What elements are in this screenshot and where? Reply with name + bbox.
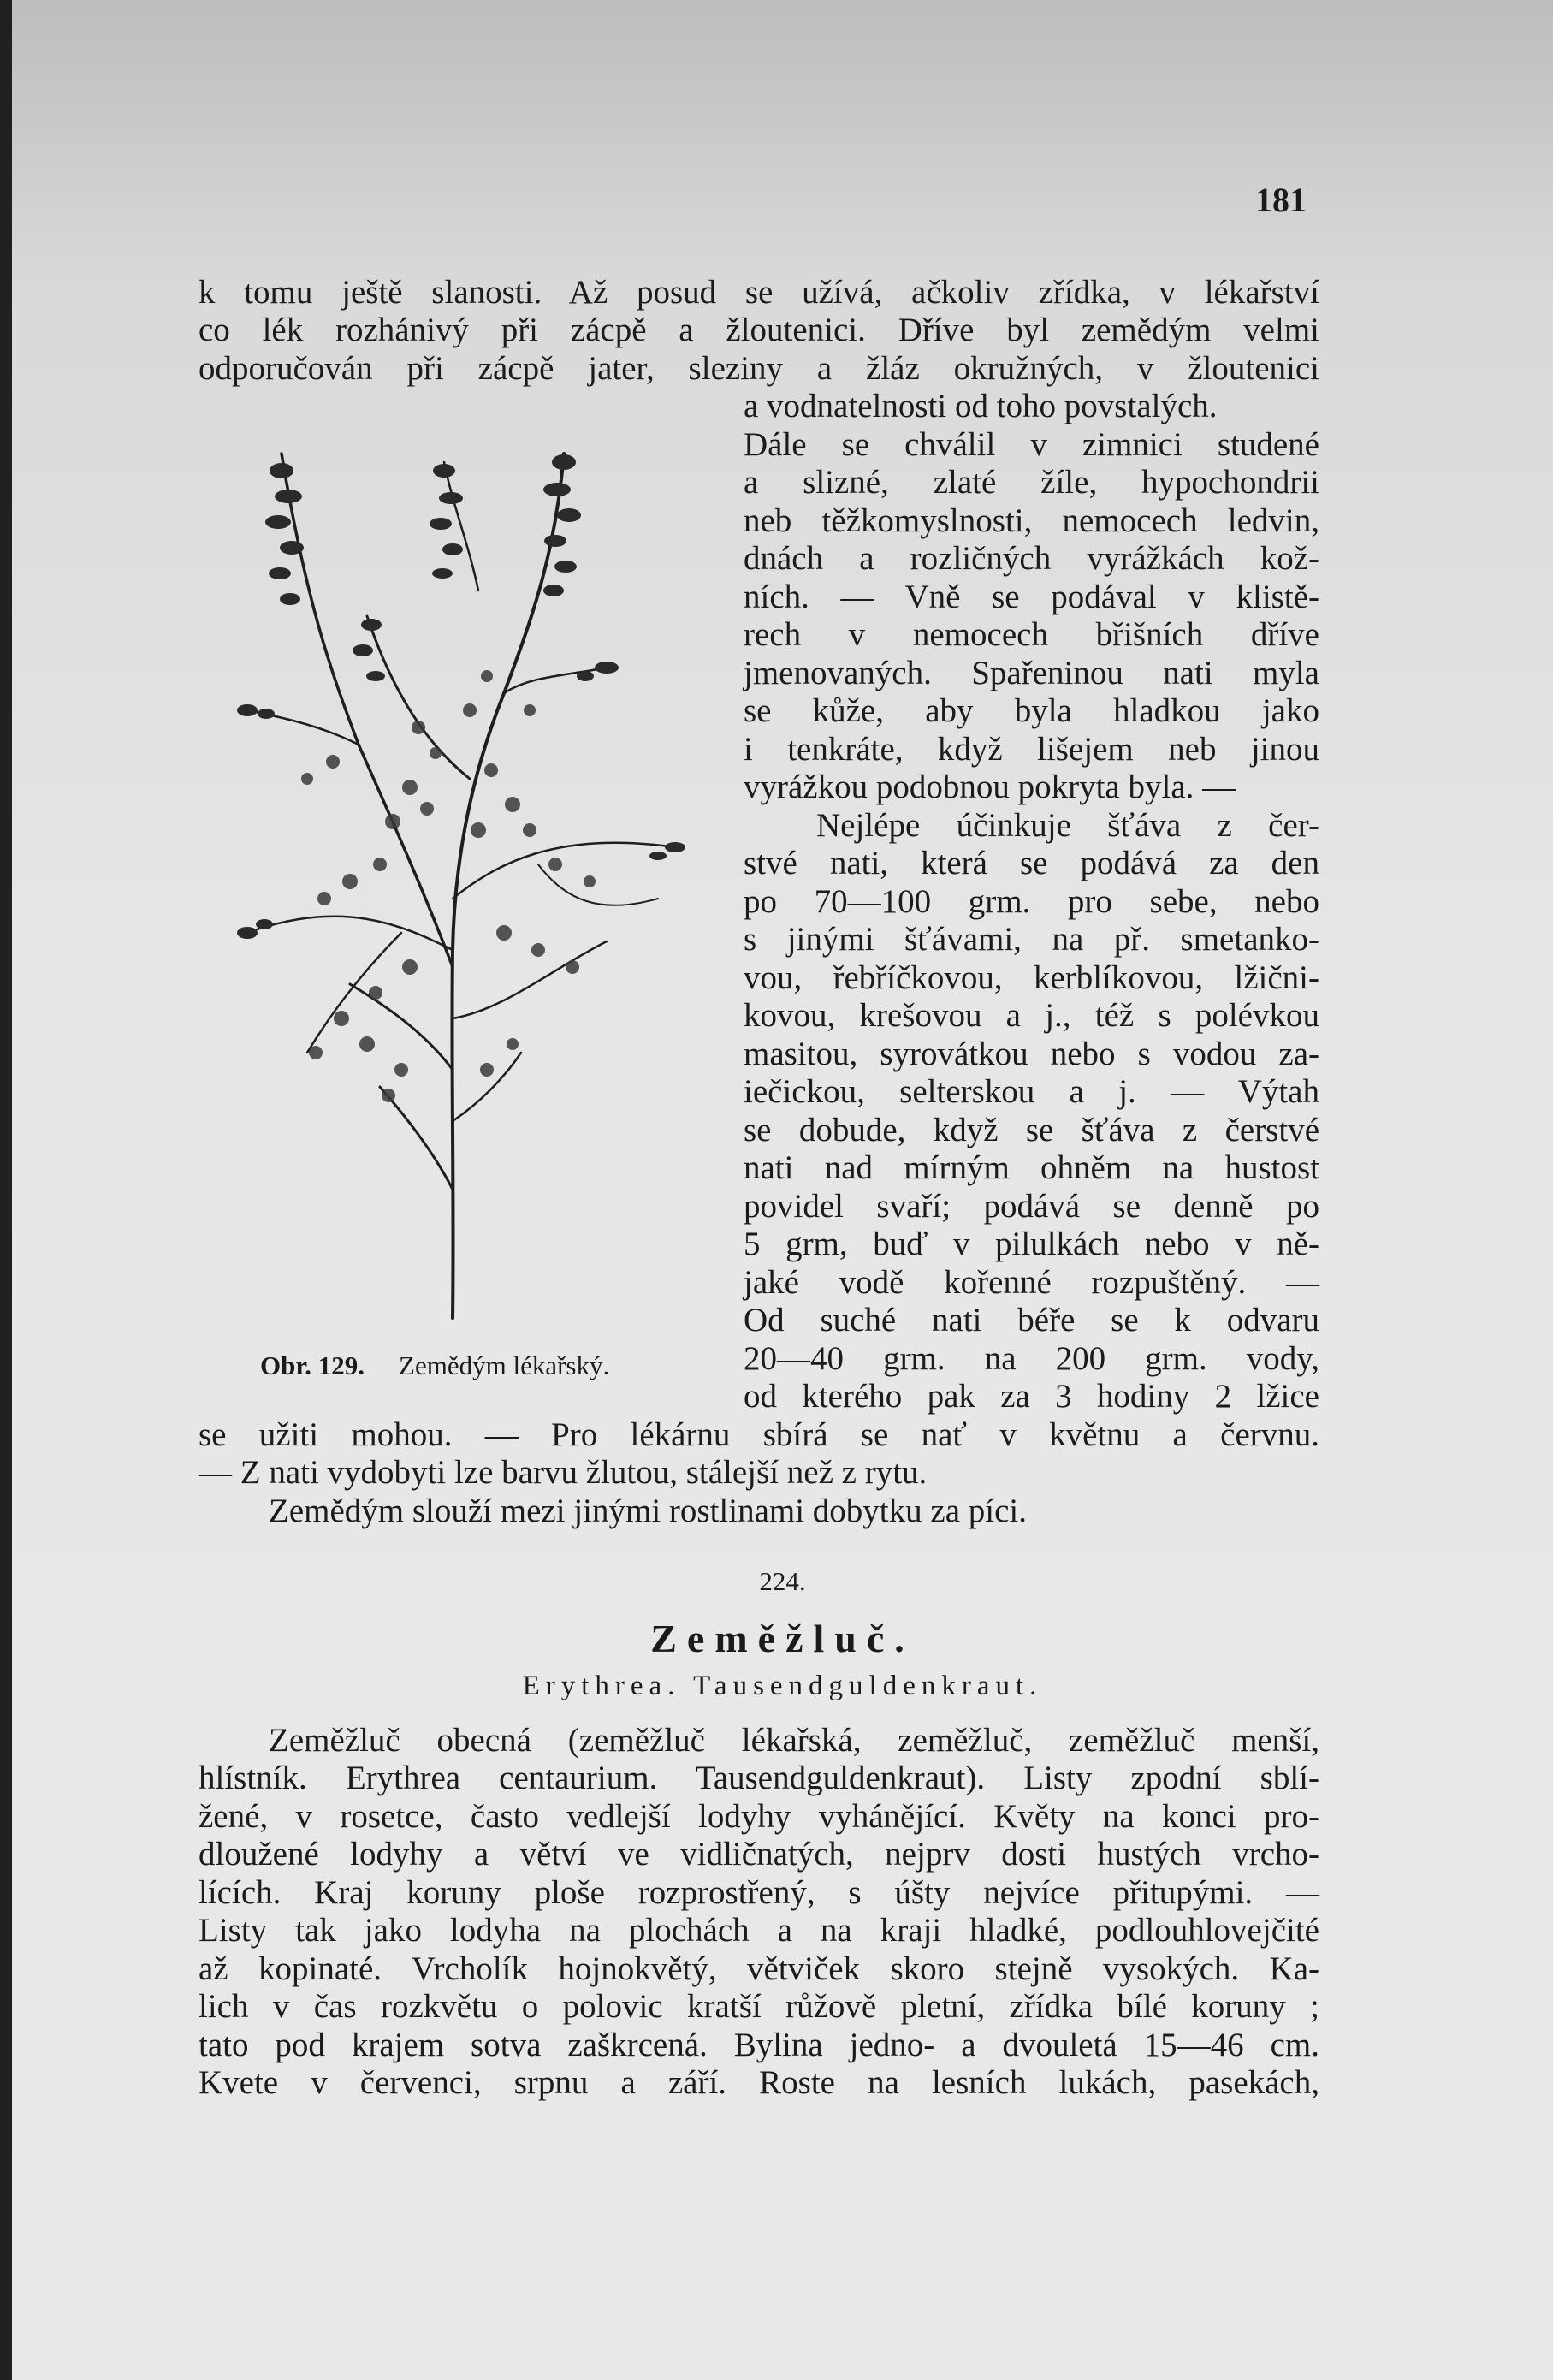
- text-line: a slizné, zlaté žíle, hypochondrii: [744, 464, 1319, 501]
- text-line: nati nad mírným ohněm na hustost: [744, 1149, 1319, 1186]
- figure-caption-text: Zemědým lékařský.: [399, 1350, 610, 1380]
- text-line: 5 grm, buď v pilulkách nebo v ně-: [744, 1226, 1319, 1262]
- text-line: vyrážkou podobnou pokryta byla. —: [744, 769, 1236, 805]
- page-binding-edge: [0, 0, 12, 2380]
- text-line: lich v čas rozkvětu o polovic kratší růžově pletní, zřídka bílé koruny ;: [199, 1988, 1319, 2025]
- text-line: až kopinaté. Vrcholík hojnokvětý, větviček skoro stejně vysokých. Ka-: [199, 1950, 1319, 1987]
- text-line: masitou, syrovátkou nebo s vodou za-: [744, 1036, 1319, 1072]
- text-line: neb těžkomyslnosti, nemocech ledvin,: [744, 502, 1319, 539]
- text-line: 20—40 grm. na 200 grm. vody,: [744, 1340, 1319, 1377]
- book-page: [12, 0, 1553, 2380]
- text-line: lících. Kraj koruny ploše rozprostřený, s úšty nejvíce přitupými. —: [199, 1874, 1319, 1911]
- section-title: Zeměžluč.: [650, 1617, 915, 1660]
- text-line: se kůže, aby byla hladkou jako: [744, 692, 1319, 729]
- text-line: stvé nati, která se podává za den: [744, 845, 1319, 881]
- text-line: s jinými šťávami, na př. smetanko-: [744, 921, 1319, 958]
- text-line: žené, v rosetce, často vedlejší lodyhy vyhánějící. Květy na konci pro-: [199, 1798, 1319, 1835]
- fumitory-plant-illustration: [196, 419, 726, 1327]
- text-line: Dále se chválil v zimnici studené: [744, 426, 1319, 463]
- text-line: jmenovaných. Spařeninou nati myla: [744, 655, 1319, 691]
- text-line: jaké vodě kořenné rozpuštěný. —: [744, 1264, 1319, 1301]
- text-line: dloužené lodyhy a větví ve vidličnatých, nejprv dosti hustých vrcho-: [199, 1836, 1319, 1873]
- figure-caption: [260, 1350, 609, 1381]
- text-line: Kvete v červenci, srpnu a září. Roste na lesních lukách, pasekách,: [199, 2064, 1319, 2101]
- text-line: povidel svaří; podává se denně po: [744, 1188, 1319, 1225]
- text-line: iečickou, selterskou a j. — Výtah: [744, 1073, 1319, 1110]
- text-line: Zeměžluč obecná (zeměžluč lékařská, zeměžluč, zeměžluč menší,: [269, 1722, 1319, 1759]
- text-line: po 70—100 grm. pro sebe, nebo: [744, 883, 1319, 920]
- text-line: odporučován při zácpě jater, sleziny a žláz okružných, v žloutenici: [199, 350, 1319, 387]
- section-subtitle: Erythrea. Tausendguldenkraut.: [522, 1671, 1043, 1701]
- figure-label: Obr. 129.: [260, 1350, 365, 1380]
- text-line: kovou, krešovou a j., též s polévkou: [744, 997, 1319, 1034]
- text-line: Nejlépe účinkuje šťáva z čer-: [816, 807, 1319, 844]
- text-line: i tenkráte, když lišejem neb jinou: [744, 731, 1319, 768]
- text-line: tato pod krajem sotva zaškrcená. Bylina jedno- a dvouletá 15—46 cm.: [199, 2027, 1319, 2063]
- page-number: 181: [1255, 181, 1307, 219]
- text-line: dnách a rozličných vyrážkách kož-: [744, 540, 1319, 577]
- text-line: se dobude, když se šťáva z čerstvé: [744, 1112, 1319, 1148]
- section-number: 224.: [759, 1566, 806, 1596]
- text-line: se užiti mohou. — Pro lékárnu sbírá se nať v květnu a červnu.: [199, 1416, 1319, 1453]
- text-line: k tomu ještě slanosti. Až posud se užívá, ačkoliv zřídka, v lékařství: [199, 274, 1319, 311]
- text-line: ních. — Vně se podával v klistě-: [744, 579, 1319, 615]
- text-line: Zemědým slouží mezi jinými rostlinami dobytku za píci.: [269, 1493, 1027, 1529]
- text-line: a vodnatelnosti od toho povstalých.: [744, 388, 1218, 424]
- text-line: co lék rozhánivý při zácpě a žloutenici. Dříve byl zemědým velmi: [199, 312, 1319, 348]
- text-line: hlístník. Erythrea centaurium. Tausendguldenkraut). Listy zpodní sblí-: [199, 1760, 1319, 1796]
- text-line: rech v nemocech břišních dříve: [744, 616, 1319, 653]
- text-line: Od suché nati béře se k odvaru: [744, 1302, 1319, 1338]
- text-line: vou, řebříčkovou, kerblíkovou, lžični-: [744, 959, 1319, 996]
- text-line: — Z nati vydobyti lze barvu žlutou, stálejší než z rytu.: [199, 1454, 928, 1491]
- text-line: Listy tak jako lodyha na plochách a na kraji hladké, podlouhlovejčité: [199, 1912, 1319, 1949]
- text-line: od kterého pak za 3 hodiny 2 lžice: [744, 1378, 1319, 1415]
